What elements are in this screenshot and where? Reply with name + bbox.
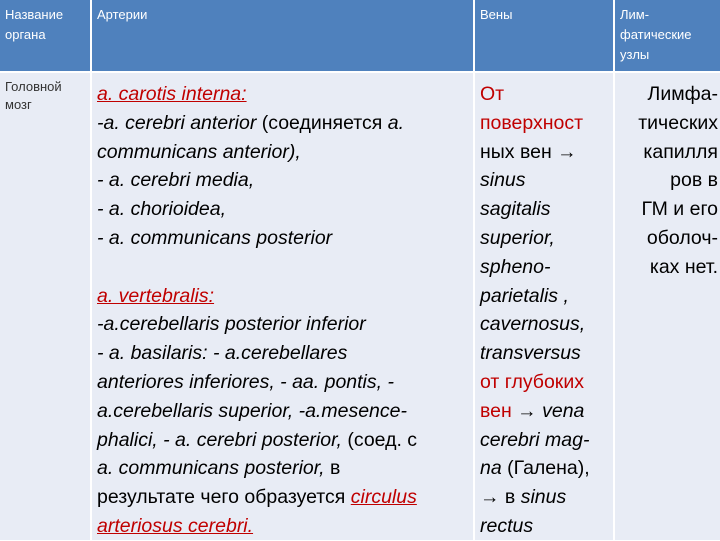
lymph-line-5: ГМ и его [641,198,718,221]
header-veins-label: Вены [480,7,513,22]
vein-line-13: cerebri mag- [480,428,590,451]
lymph-line-6: оболоч- [646,226,718,249]
vein-line-12 [480,397,611,426]
artery-line-13: arteriosus cerebri. [97,514,254,537]
artery-line-11-a: a. communicans posterior, [97,457,325,480]
vein-line-11: от глубоких [480,370,584,393]
vein-line-9: cavernosus, [480,313,586,336]
vein-line-1: От [480,83,505,105]
artery-line-12-a: результате чего образуется [97,486,351,509]
header-organ-line-2: органа [5,27,46,42]
vein-line-12-b: → [511,399,543,422]
artery-line-11-b: в [324,457,341,480]
artery-line-11 [97,454,471,483]
header-lymph-line-1: Лим- [620,7,650,22]
circulus-label: circulus [350,486,417,509]
header-lymph-line-3: узлы [620,47,650,62]
vein-line-15-b: sinus [520,486,567,509]
artery-line-9: a.cerebellaris superior, -a.mesence- [97,399,407,422]
vein-line-5: sagitalis [480,198,551,221]
lymph-line-3: капилля [643,140,718,163]
organ-line-1: Головной [5,79,62,94]
artery-line-10 [97,426,471,455]
artery-line-12 [97,483,471,512]
artery-line-1-b: (соединяется [256,111,388,134]
carotis-title: a. carotis interna: [97,83,247,105]
vein-line-10: transversus [480,342,581,365]
vertebralis-title: a. vertebralis: [97,284,215,307]
artery-line-10-b: (соед. с [347,428,418,451]
cell-arteries [92,73,473,540]
header-organ-line-1: Название [5,7,64,22]
vein-line-2: поверхност [480,111,584,134]
organ-line-2: мозг [5,97,32,112]
artery-line-1-a: -a. cerebri anterior [97,111,257,134]
vein-line-15 [480,483,611,512]
vein-line-3: ных вен → [480,140,577,163]
cell-veins [475,73,613,540]
lymph-line-2: тических [638,111,718,134]
header-arteries [92,0,473,71]
header-veins [475,0,613,71]
lymph-line-7: ках нет. [649,255,718,278]
lymph-line-4: ров в [670,169,718,192]
vein-line-14-a: na [480,457,502,480]
artery-line-3: - a. cerebri media, [97,169,255,192]
artery-line-6: -a.cerebellaris posterior inferior [97,313,366,336]
artery-line-7: - a. basilaris: - a.cerebellares [97,342,348,365]
cell-organ [0,73,90,540]
vein-line-14 [480,454,611,483]
vein-line-7: spheno- [480,255,551,278]
header-lymph [615,0,720,71]
vein-line-12-a: вен [480,399,512,422]
header-arteries-label: Артерии [97,7,148,22]
vein-line-6: superior, [480,226,555,249]
cell-lymph [615,73,720,540]
artery-line-10-a: phalici, - a. cerebri posterior, [97,428,348,451]
artery-line-2: communicans anterior), [97,140,301,163]
artery-line-5: - a. communicans posterior [97,226,333,249]
artery-line-4: - a. chorioidea, [97,198,226,221]
artery-gap [97,253,471,282]
artery-line-1-c: a. [387,111,404,134]
vein-line-14-b: (Галена), [501,457,590,480]
artery-line-1 [97,109,471,138]
vein-line-8: parietalis , [480,284,569,307]
artery-line-8: anteriores inferiores, - aa. pontis, - [97,370,394,393]
lymph-line-1: Лимфа- [647,83,718,105]
vein-line-12-c: vena [542,399,585,422]
vein-line-16: rectus [480,514,534,537]
header-lymph-line-2: фатические [620,27,692,42]
vein-line-15-a: → в [480,486,521,509]
header-organ [0,0,90,71]
vein-line-4: sinus [480,169,526,192]
